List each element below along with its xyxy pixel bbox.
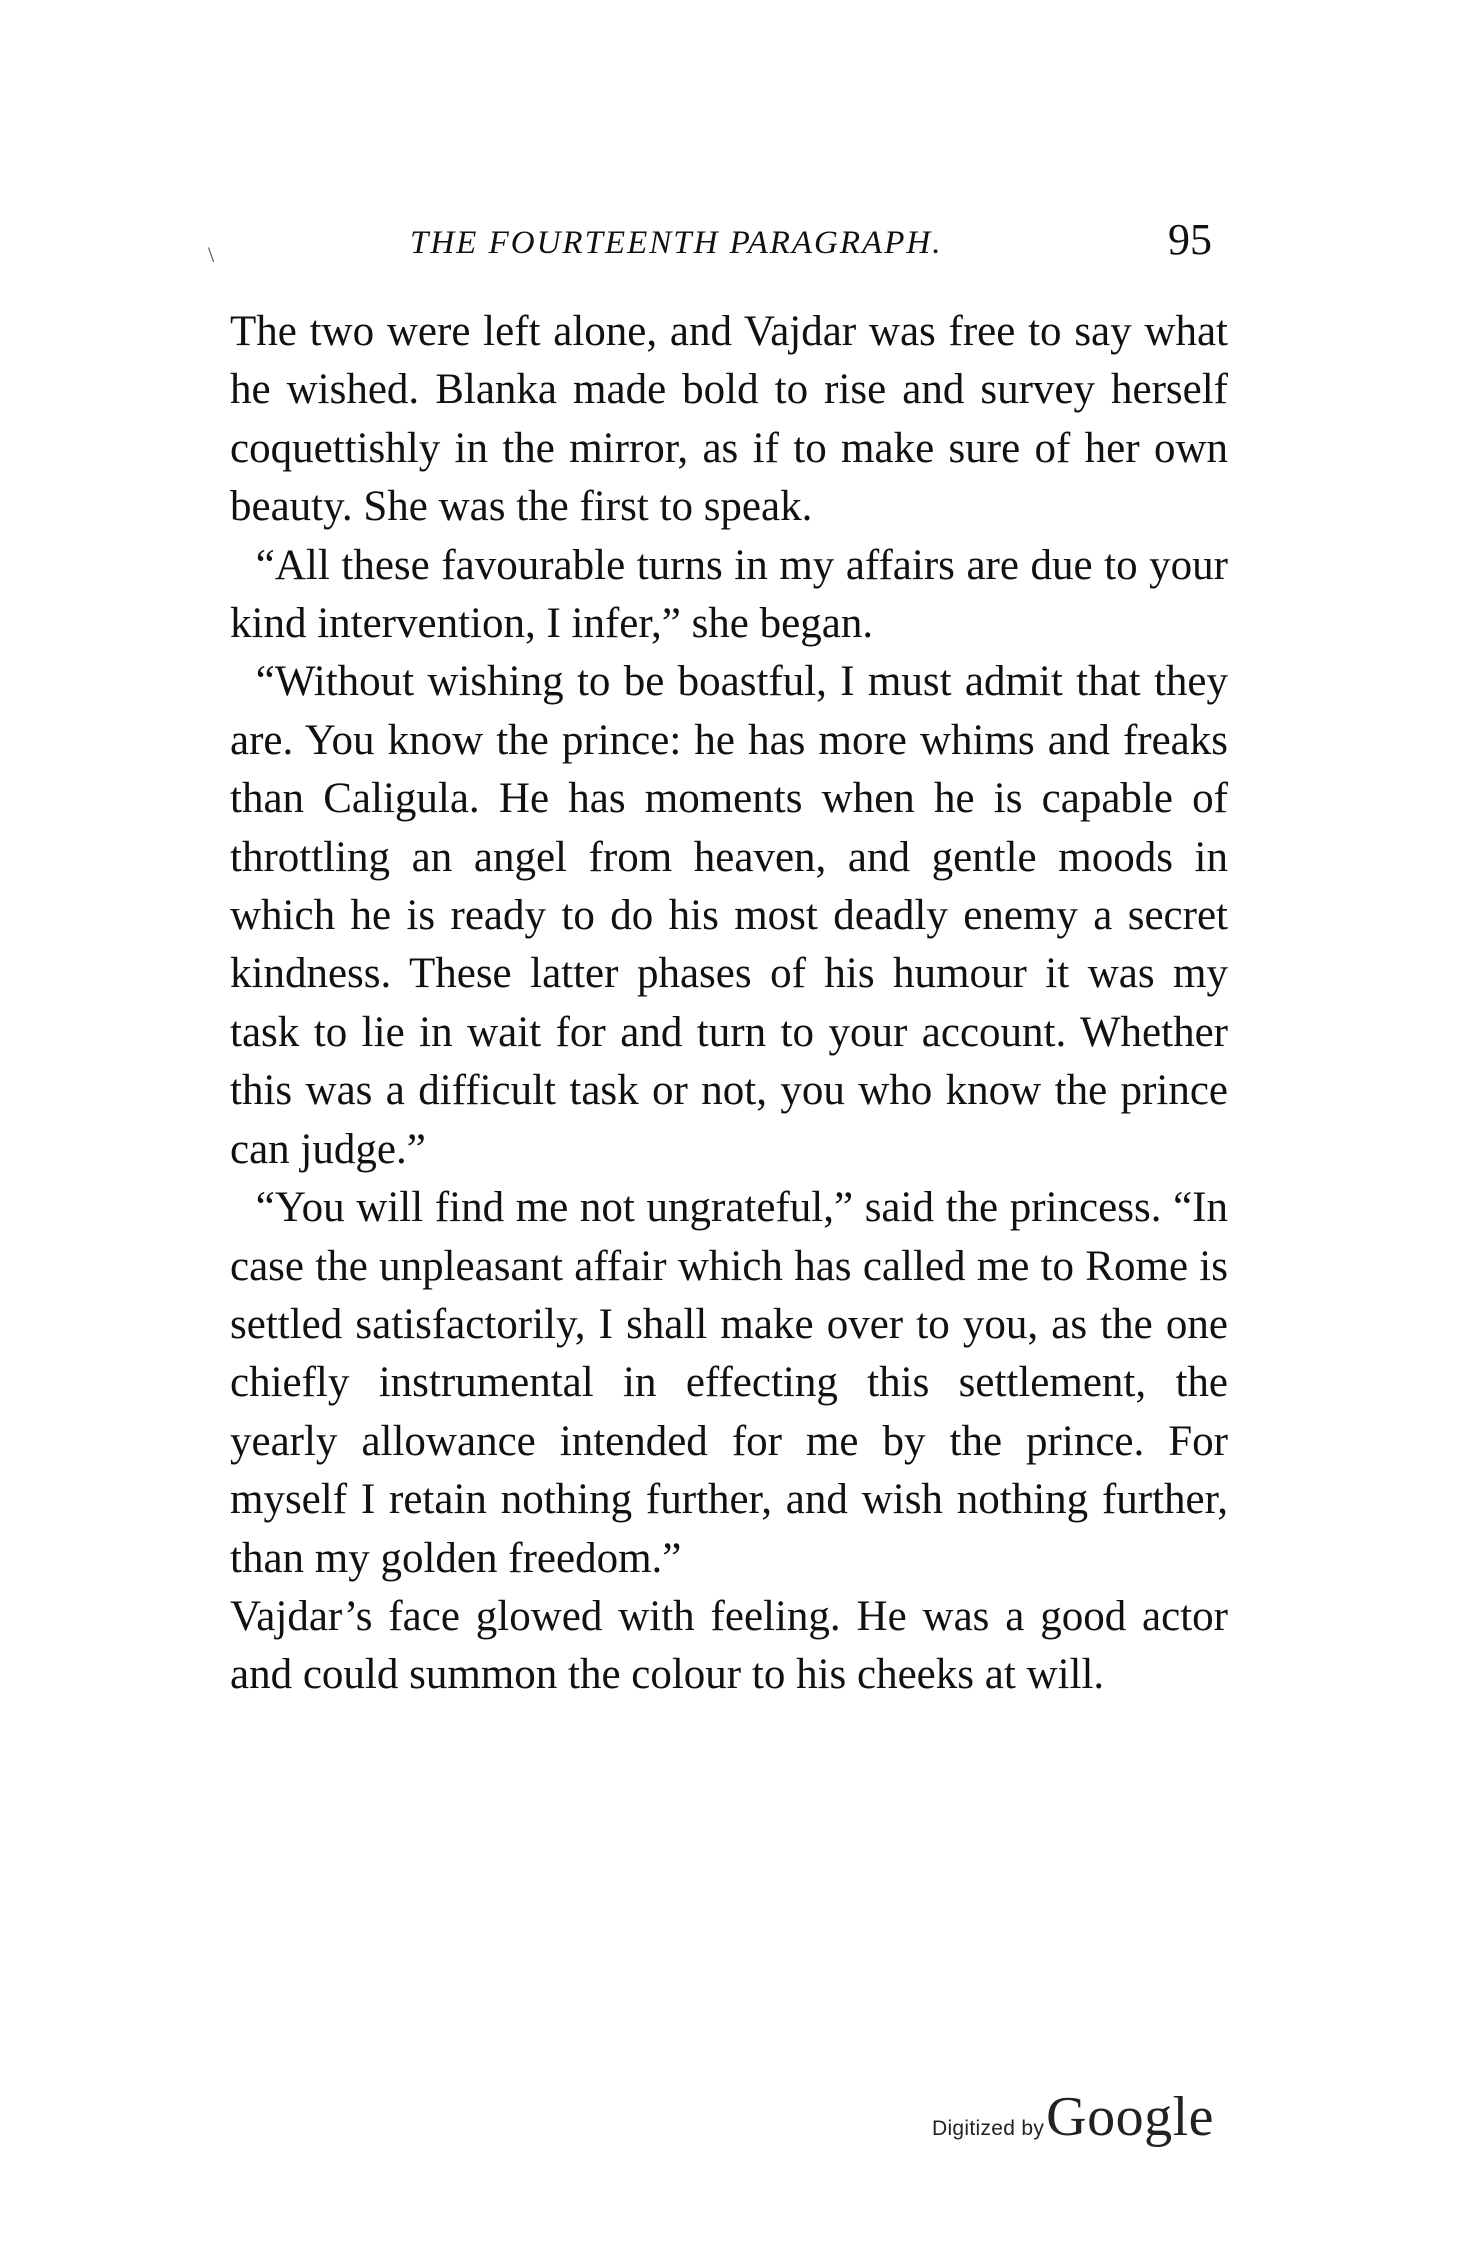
page-number: 95	[1168, 215, 1212, 264]
digitized-watermark	[932, 2085, 1214, 2149]
paragraph: “All these favourable turns in my affairs are due to your kind intervention, I infer,” she began.	[230, 541, 1228, 648]
paragraph: Vajdar’s face glowed with feeling. He was a good actor and could summon the colour to his cheeks at will.	[230, 1592, 1228, 1699]
paragraph: “Without wishing to be boastful, I must admit that they are. You know the prince: he has more whims and freaks than Caligula. He has moments when he is capable of throttling an angel from heaven, and gentle moods in which he is ready to do his most deadly enemy a secret kindness. These latter phases of his humour it was my task to lie in wait for and turn to your account. Whether this was a difficult task or not, you who know the prince can judge.”	[230, 658, 1228, 1173]
google-logo: Google	[1046, 2086, 1215, 2148]
running-title: THE FOURTEENTH PARAGRAPH.	[410, 225, 943, 261]
margin-mark: \	[208, 242, 215, 267]
paragraph: “You will find me not ungrateful,” said the princess. “In case the unpleasant affair which has called me to Rome is settled satisfactorily, I shall make over to you, as the one chiefly instrumental in effecting this settlement, the yearly allowance intended for me by the prince. For myself I retain nothing further, and wish nothing further, than my golden freedom.”	[230, 1184, 1228, 1582]
body-text	[230, 303, 1228, 1705]
paragraph: The two were left alone, and Vajdar was free to say what he wished. Blanka made bold to rise and survey herself coquettishly in the mirror, as if to make sure of her own beauty. She was the first to speak.	[230, 308, 1228, 531]
digitized-label: Digitized by	[932, 2117, 1045, 2140]
